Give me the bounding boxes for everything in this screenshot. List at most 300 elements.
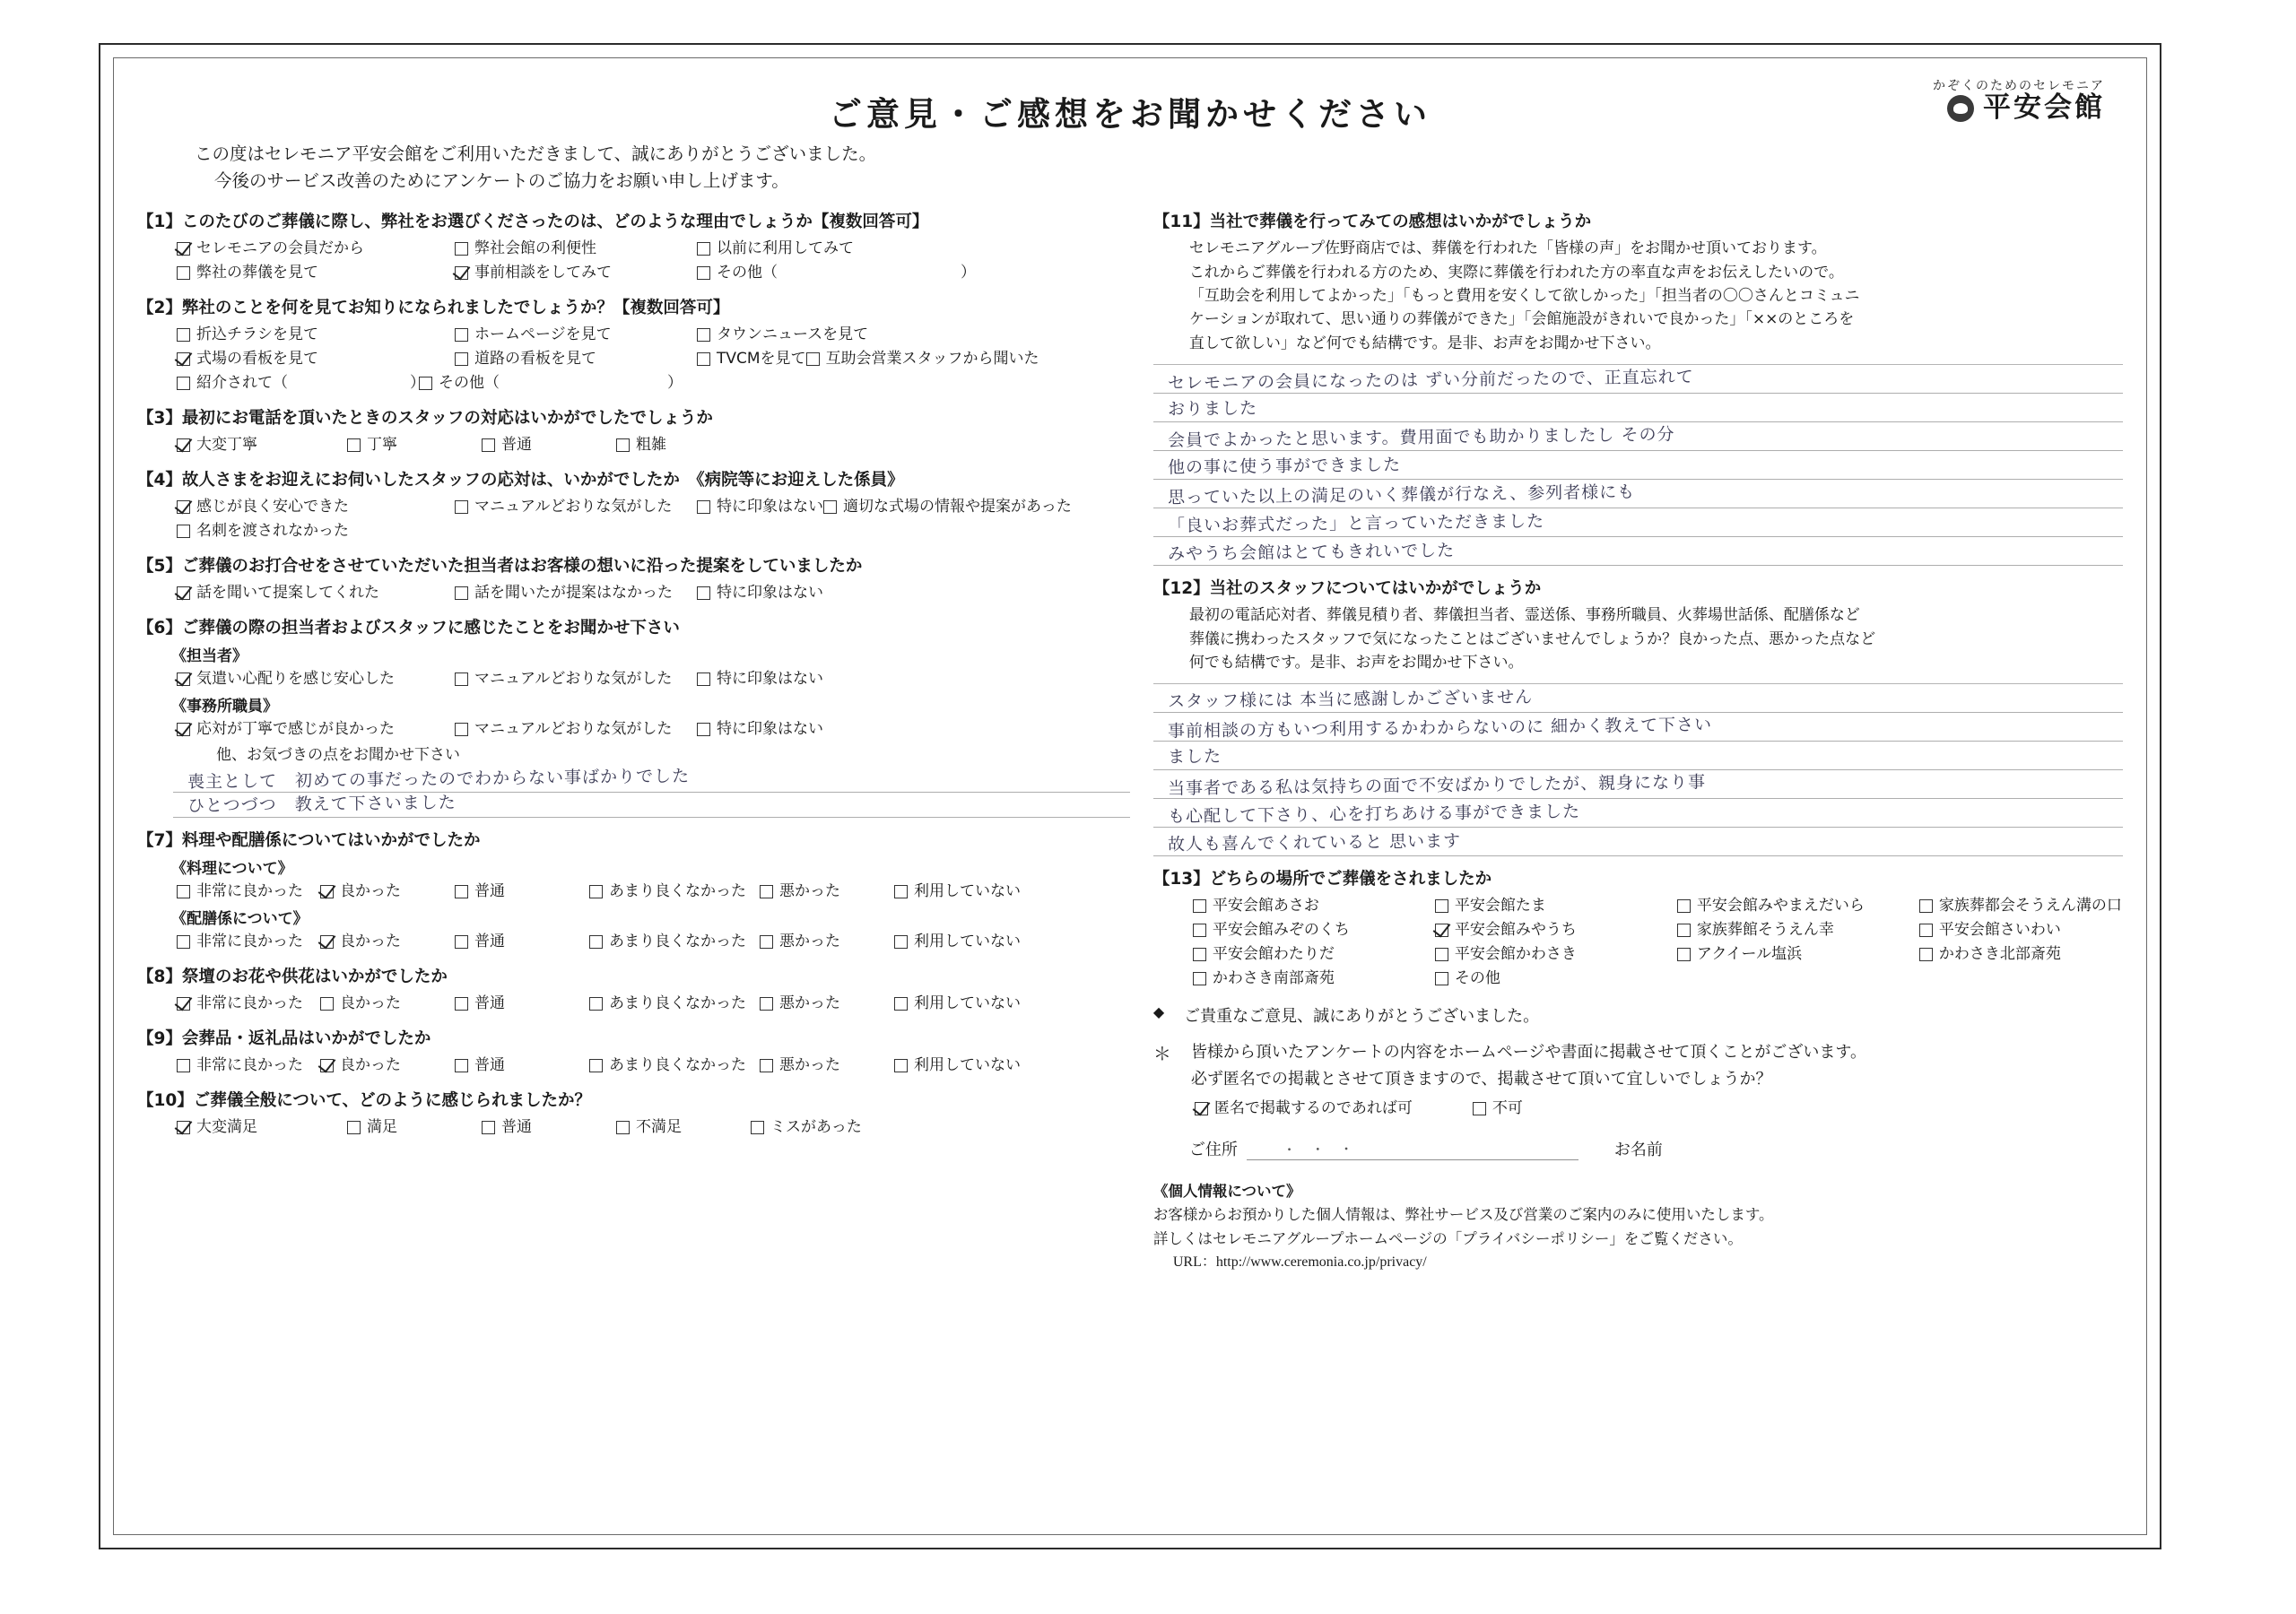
consent-options — [1195, 1097, 1866, 1121]
option-checkbox[interactable] — [1435, 896, 1677, 916]
question-7-sub-2: 《配膳係について》 — [171, 909, 309, 928]
checkbox-icon[interactable] — [894, 935, 908, 949]
description-line: 直して欲しい」など何でも結構です。是非、お声をお聞かせ下さい。 — [1188, 334, 1661, 352]
question-8 — [137, 964, 1130, 1016]
option-checkbox[interactable] — [320, 932, 455, 952]
option-label: 平安会館みぞのくち — [1212, 921, 1350, 940]
address-label: ご住所 — [1188, 1140, 1238, 1159]
option-checkbox[interactable] — [455, 497, 697, 517]
checkbox-icon[interactable] — [455, 352, 468, 366]
option-label: 利用していない — [914, 1055, 1021, 1074]
intro-line-2: 今後のサービス改善のためにアンケートのご協力をお願い申し上げます。 — [214, 170, 789, 192]
question-7-sub-1: 《料理について》 — [171, 859, 293, 878]
question-10-options — [177, 1115, 1130, 1140]
checkbox-icon[interactable] — [697, 266, 710, 280]
question-6-options-2 — [177, 717, 1130, 742]
option-checkbox[interactable] — [455, 325, 697, 345]
question-12-freetext-area[interactable] — [1153, 683, 2123, 856]
option-label: アクイール塩浜 — [1696, 945, 1803, 964]
checkbox-icon[interactable] — [697, 586, 710, 600]
question-9-options — [177, 1054, 1130, 1078]
option-label: 弊社の葬儀を見て — [196, 264, 318, 282]
checkbox-icon[interactable] — [455, 266, 468, 280]
option-checkbox[interactable] — [589, 1055, 760, 1076]
option-label: 特に印象はない — [717, 498, 823, 516]
option-checkbox[interactable] — [894, 1055, 1021, 1076]
checkbox-icon[interactable] — [894, 997, 908, 1011]
consent-line-2: 必ず匿名での掲載とさせて頂きますので、掲載させて頂いて宜しいでしょうか？ — [1190, 1069, 1772, 1089]
option-label: 悪かった — [779, 881, 840, 900]
option-label: 適切な式場の情報や提案があった — [843, 498, 1072, 516]
question-1 — [137, 209, 1130, 285]
checkbox-icon[interactable] — [455, 586, 468, 600]
write-line — [1153, 742, 2123, 770]
option-checkbox[interactable] — [1193, 944, 1435, 965]
handwriting-text: みやうち会館はとてもきれいでした — [1167, 541, 1456, 565]
checkbox-icon[interactable] — [1919, 924, 1933, 937]
question-6 — [137, 615, 1130, 818]
option-checkbox[interactable] — [455, 719, 697, 740]
option-label: あまり良くなかった — [609, 994, 746, 1012]
handwriting-text: セレモニアの会員になったのは ずい分前だったので、正直忘れて — [1167, 367, 1694, 394]
checkbox-icon[interactable] — [320, 997, 334, 1011]
address-input[interactable] — [1247, 1140, 1578, 1160]
option-label: その他（ ） — [717, 264, 976, 282]
option-checkbox[interactable] — [177, 932, 320, 952]
intro-block — [195, 141, 2123, 195]
option-checkbox[interactable] — [455, 583, 697, 603]
checkbox-icon[interactable] — [751, 1121, 764, 1134]
option-checkbox[interactable] — [760, 994, 894, 1014]
handwriting-text: 故人も喜んでくれていると 思います — [1167, 831, 1462, 855]
checkbox-icon[interactable] — [760, 1059, 773, 1072]
option-checkbox[interactable] — [697, 497, 823, 517]
checkbox-icon[interactable] — [482, 438, 495, 452]
option-checkbox[interactable] — [1919, 896, 2122, 916]
option-checkbox[interactable] — [177, 1117, 347, 1138]
write-line — [1153, 451, 2123, 480]
description-line: 最初の電話応対者、葬儀見積り者、葬儀担当者、霊送係、事務所職員、火葬場世話係、配膳係など — [1188, 606, 1860, 625]
option-label: TVCMを見て — [717, 350, 806, 369]
option-label: 平安会館みやまえだいら — [1696, 897, 1865, 915]
option-label: 特に印象はない — [717, 583, 823, 602]
option-label: 名刺を渡されなかった — [196, 522, 349, 540]
handwriting-text: 当事者である私は気持ちの面で不安ばかりでしたが、親身になり事 — [1167, 772, 1706, 799]
checkbox-icon[interactable] — [1435, 924, 1448, 937]
write-line — [1153, 394, 2123, 422]
handwriting-text: ました — [1167, 746, 1222, 768]
option-checkbox[interactable] — [1473, 1098, 1523, 1119]
option-checkbox[interactable] — [177, 1055, 320, 1076]
option-checkbox[interactable] — [177, 583, 455, 603]
option-checkbox[interactable] — [482, 435, 616, 456]
option-label: あまり良くなかった — [609, 932, 746, 950]
checkbox-icon[interactable] — [589, 997, 603, 1011]
option-checkbox[interactable] — [589, 994, 760, 1014]
option-label: 良かった — [340, 881, 401, 900]
question-8-options — [177, 992, 1130, 1016]
checkbox-icon[interactable] — [1193, 899, 1206, 913]
write-line — [1153, 684, 2123, 713]
question-11-title: 【11】当社で葬儀を行ってみての感想はいかがでしょうか — [1152, 213, 1592, 232]
option-label: セレモニアの会員だから — [196, 239, 364, 258]
option-label: 普通 — [474, 932, 505, 950]
write-line — [1153, 537, 2123, 566]
option-label: 折込チラシを見て — [196, 325, 318, 344]
option-label: 普通 — [474, 1055, 505, 1074]
write-line — [1153, 828, 2123, 856]
write-line — [1153, 480, 2123, 508]
question-7 — [137, 828, 1130, 954]
option-checkbox[interactable] — [177, 349, 455, 369]
write-line — [1153, 422, 2123, 451]
option-checkbox[interactable] — [455, 239, 697, 259]
option-checkbox[interactable] — [320, 881, 455, 902]
question-10 — [137, 1088, 1130, 1140]
option-label: 良かった — [340, 1055, 401, 1074]
checkbox-icon[interactable] — [177, 935, 190, 949]
checkbox-icon[interactable] — [347, 1121, 361, 1134]
checkbox-icon[interactable] — [697, 723, 710, 736]
option-checkbox[interactable] — [760, 932, 894, 952]
logo-kana-text: かぞくのためのセレモニア — [1933, 78, 2105, 92]
option-checkbox[interactable] — [697, 325, 868, 345]
thanks-row — [1153, 1003, 2123, 1027]
checkbox-icon[interactable] — [1677, 948, 1691, 961]
checkbox-icon[interactable] — [1435, 899, 1448, 913]
consent-text-block — [1191, 1039, 1866, 1121]
option-label: 平安会館かわさき — [1454, 945, 1577, 964]
asterisk-icon: ＊ — [1152, 1042, 1171, 1064]
checkbox-icon[interactable] — [177, 997, 190, 1011]
option-checkbox[interactable] — [177, 239, 455, 259]
option-label: ホームページを見て — [474, 325, 612, 344]
option-checkbox[interactable] — [1193, 968, 1435, 989]
checkbox-icon[interactable] — [1919, 899, 1933, 913]
address-field[interactable] — [1189, 1137, 1578, 1160]
question-13-options — [1193, 894, 2123, 991]
question-7-options-2 — [177, 930, 1130, 954]
write-line — [173, 793, 1130, 818]
privacy-line-1: お客様からお預かりした個人情報は、弊社サービス及び営業のご案内のみに使用いたします。 — [1152, 1206, 1774, 1224]
name-field[interactable] — [1614, 1137, 1968, 1160]
checkbox-icon[interactable] — [1435, 948, 1448, 961]
option-checkbox[interactable] — [482, 1117, 616, 1138]
checkbox-icon[interactable] — [177, 723, 190, 736]
option-label: 普通 — [474, 881, 505, 900]
checkbox-icon[interactable] — [177, 242, 190, 256]
option-checkbox[interactable] — [1193, 920, 1435, 941]
option-checkbox[interactable] — [697, 263, 976, 283]
company-logo — [1933, 78, 2105, 125]
checkbox-icon[interactable] — [455, 672, 468, 686]
checkbox-icon[interactable] — [760, 935, 773, 949]
option-label: かわさき南部斎苑 — [1212, 969, 1335, 987]
option-label: マニュアルどおりな気がした — [474, 669, 673, 688]
question-3 — [137, 405, 1130, 457]
checkbox-icon[interactable] — [760, 997, 773, 1011]
option-checkbox[interactable] — [751, 1117, 862, 1138]
option-label: 利用していない — [914, 994, 1021, 1012]
checkbox-icon[interactable] — [1193, 972, 1206, 985]
handwriting-text: 思っていた以上の満足のいく葬儀が行なえ、参列者様にも — [1167, 482, 1636, 508]
checkbox-icon[interactable] — [177, 1121, 190, 1134]
checkbox-icon[interactable] — [347, 438, 361, 452]
option-label: 普通 — [501, 1117, 532, 1136]
checkbox-icon[interactable] — [482, 1121, 495, 1134]
checkbox-icon[interactable] — [1435, 972, 1448, 985]
checkbox-icon[interactable] — [616, 438, 630, 452]
option-checkbox[interactable] — [1193, 896, 1435, 916]
checkbox-icon[interactable] — [589, 885, 603, 898]
option-label: 感じが良く安心できた — [196, 498, 349, 516]
option-label: その他（ ） — [439, 374, 683, 393]
write-line — [1153, 713, 2123, 742]
option-checkbox[interactable] — [1677, 896, 1919, 916]
checkbox-icon[interactable] — [1195, 1102, 1208, 1115]
right-column — [1139, 209, 2123, 1273]
option-checkbox[interactable] — [455, 349, 697, 369]
consent-row — [1153, 1039, 2123, 1121]
checkbox-icon[interactable] — [455, 935, 468, 949]
checkbox-icon[interactable] — [455, 1059, 468, 1072]
option-checkbox[interactable] — [177, 373, 425, 394]
question-10-title: 【10】ご葬儀全般について、どのように感じられましたか？ — [137, 1090, 592, 1110]
question-6-options-1 — [177, 667, 1130, 691]
checkbox-icon[interactable] — [589, 1059, 603, 1072]
option-checkbox[interactable] — [347, 1117, 482, 1138]
handwriting-text: も心配して下さり、心を打ちあける事ができました — [1167, 802, 1580, 827]
checkbox-icon[interactable] — [177, 328, 190, 342]
privacy-url[interactable]: URL：http://www.ceremonia.co.jp/privacy/ — [1172, 1254, 1427, 1271]
option-checkbox[interactable] — [894, 881, 1021, 902]
question-5-title: 【5】ご葬儀のお打合せをさせていただいた担当者はお客様の想いに沿った提案をしていましたか — [137, 556, 863, 576]
checkbox-icon[interactable] — [589, 935, 603, 949]
option-checkbox[interactable] — [320, 994, 455, 1014]
checkbox-icon[interactable] — [697, 672, 710, 686]
description-line: これからご葬儀を行われる方のため、実際に葬儀を行われた方の率直な声をお伝えしたいので。 — [1188, 263, 1844, 282]
option-checkbox[interactable] — [1195, 1098, 1473, 1119]
checkbox-icon[interactable] — [1193, 948, 1206, 961]
option-checkbox[interactable] — [589, 932, 760, 952]
option-checkbox[interactable] — [616, 1117, 751, 1138]
option-checkbox[interactable] — [697, 583, 823, 603]
option-checkbox[interactable] — [177, 521, 419, 542]
checkbox-icon[interactable] — [177, 352, 190, 366]
thanks-text: ご貴重なご意見、誠にありがとうございました。 — [1184, 1006, 1540, 1026]
name-input[interactable] — [1672, 1141, 1968, 1160]
checkbox-icon[interactable] — [455, 328, 468, 342]
checkbox-icon[interactable] — [177, 525, 190, 538]
checkbox-icon[interactable] — [697, 328, 710, 342]
option-checkbox[interactable] — [1919, 944, 2061, 965]
question-8-title: 【8】祭壇のお花や供花はいかがでしたか — [137, 967, 448, 986]
option-checkbox[interactable] — [347, 435, 482, 456]
checkbox-icon[interactable] — [177, 500, 190, 514]
option-checkbox[interactable] — [455, 881, 589, 902]
option-checkbox[interactable] — [894, 994, 1021, 1014]
option-checkbox[interactable] — [823, 497, 1101, 517]
option-checkbox[interactable] — [455, 263, 697, 283]
option-checkbox[interactable] — [455, 669, 697, 690]
checkbox-icon[interactable] — [1919, 948, 1933, 961]
option-checkbox[interactable] — [1677, 920, 1919, 941]
option-label: 話を聞いて提案してくれた — [196, 583, 379, 602]
handwriting-text: 他の事に使う事ができました — [1167, 455, 1402, 478]
checkbox-icon[interactable] — [760, 885, 773, 898]
option-checkbox[interactable] — [894, 932, 1021, 952]
option-label: 利用していない — [914, 932, 1021, 950]
option-checkbox[interactable] — [455, 994, 589, 1014]
checkbox-icon[interactable] — [177, 377, 190, 390]
option-checkbox[interactable] — [697, 719, 823, 740]
option-label: 道路の看板を見て — [474, 350, 596, 369]
option-checkbox[interactable] — [455, 1055, 589, 1076]
option-checkbox[interactable] — [177, 435, 347, 456]
write-line — [1153, 799, 2123, 828]
checkbox-icon[interactable] — [455, 723, 468, 736]
checkbox-icon[interactable] — [419, 377, 432, 390]
option-label: かわさき北部斎苑 — [1938, 945, 2061, 964]
option-label: 満足 — [367, 1117, 397, 1136]
checkbox-icon[interactable] — [1193, 924, 1206, 937]
diamond-icon: ◆ — [1152, 1002, 1165, 1020]
checkbox-icon[interactable] — [320, 1059, 334, 1072]
option-label: 平安会館あさお — [1212, 897, 1319, 915]
checkbox-icon[interactable] — [823, 500, 837, 514]
option-label: 式場の看板を見て — [196, 350, 318, 369]
checkbox-icon[interactable] — [177, 438, 190, 452]
description-line: 何でも結構です。是非、お声をお聞かせ下さい。 — [1188, 653, 1524, 672]
checkbox-icon[interactable] — [455, 997, 468, 1011]
checkbox-icon[interactable] — [455, 500, 468, 514]
checkbox-icon[interactable] — [806, 352, 820, 366]
checkbox-icon[interactable] — [1677, 899, 1691, 913]
question-5 — [137, 553, 1130, 605]
option-checkbox[interactable] — [1435, 968, 1677, 989]
checkbox-icon[interactable] — [320, 885, 334, 898]
option-label: 普通 — [474, 994, 505, 1012]
checkbox-icon[interactable] — [894, 885, 908, 898]
question-12-description — [1189, 603, 2123, 674]
option-checkbox[interactable] — [616, 435, 666, 456]
option-checkbox[interactable] — [1435, 944, 1677, 965]
option-label: 不可 — [1492, 1098, 1523, 1117]
handwriting-text: ひとつづつ 教えて下さいました — [187, 792, 457, 816]
option-label: 平安会館みやうち — [1454, 921, 1577, 940]
option-checkbox[interactable] — [455, 932, 589, 952]
intro-line-1: この度はセレモニア平安会館をご利用いただきまして、誠にありがとうございました。 — [195, 143, 877, 164]
question-1-title: 【1】このたびのご葬儀に際し、弊社をお選びくださったのは、どのような理由でしょうか【複数回答可】 — [137, 213, 929, 232]
checkbox-icon[interactable] — [697, 242, 710, 256]
option-label: 良かった — [340, 994, 401, 1012]
checkbox-icon[interactable] — [616, 1121, 630, 1134]
checkbox-icon[interactable] — [1473, 1102, 1486, 1115]
option-label: 家族葬都会そうえん溝の口 — [1938, 897, 2122, 915]
option-label: ミスがあった — [770, 1117, 862, 1136]
option-checkbox[interactable] — [419, 373, 683, 394]
question-11-freetext-area[interactable] — [1153, 364, 2123, 566]
option-checkbox[interactable] — [1677, 944, 1919, 965]
option-checkbox[interactable] — [1919, 920, 2061, 941]
handwriting-text: 事前相談の方もいつ利用するかわからないのに 細かく教えて下さい — [1167, 715, 1713, 742]
write-line — [173, 768, 1130, 793]
option-label: 粗雑 — [636, 436, 666, 455]
option-checkbox[interactable] — [1435, 920, 1677, 941]
option-checkbox[interactable] — [589, 881, 760, 902]
checkbox-icon[interactable] — [697, 352, 710, 366]
option-label: あまり良くなかった — [609, 881, 746, 900]
checkbox-icon[interactable] — [177, 885, 190, 898]
question-6-sub-2: 《事務所職員》 — [171, 697, 278, 716]
option-checkbox[interactable] — [697, 349, 806, 369]
question-11-description — [1189, 237, 2123, 355]
option-checkbox[interactable] — [697, 239, 854, 259]
checkbox-icon[interactable] — [177, 266, 190, 280]
handwriting-text: おりました — [1167, 398, 1258, 420]
option-checkbox[interactable] — [320, 1055, 455, 1076]
option-label: 不満足 — [636, 1117, 682, 1136]
checkbox-icon[interactable] — [455, 885, 468, 898]
checkbox-icon[interactable] — [177, 672, 190, 686]
option-checkbox[interactable] — [806, 349, 1084, 369]
columns-wrapper — [137, 209, 2123, 1273]
question-7-title: 【7】料理や配膳係についてはいかがでしたか — [137, 830, 481, 850]
option-label: 応対が丁寧で感じが良かった — [196, 719, 395, 738]
checkbox-icon[interactable] — [697, 500, 710, 514]
option-checkbox[interactable] — [177, 497, 455, 517]
option-label: マニュアルどおりな気がした — [474, 719, 673, 738]
question-13 — [1153, 866, 2123, 991]
option-checkbox[interactable] — [760, 881, 894, 902]
option-label: 悪かった — [779, 994, 840, 1012]
option-label: 話を聞いたが提案はなかった — [474, 583, 673, 602]
option-label: 非常に良かった — [196, 994, 303, 1012]
checkbox-icon[interactable] — [177, 586, 190, 600]
question-4 — [137, 467, 1130, 543]
option-checkbox[interactable] — [177, 263, 455, 283]
checkbox-icon[interactable] — [177, 1059, 190, 1072]
question-6-freetext-area[interactable] — [173, 768, 1130, 818]
write-line — [1153, 508, 2123, 537]
option-checkbox[interactable] — [760, 1055, 894, 1076]
checkbox-icon[interactable] — [894, 1059, 908, 1072]
option-label: 匿名で掲載するのであれば可 — [1213, 1098, 1413, 1117]
question-4-title: 【4】故人さまをお迎えにお伺いしたスタッフの応対は、いかがでしたか 《病院等にお迎えした係員》 — [137, 471, 904, 490]
option-label: 特に印象はない — [717, 669, 823, 688]
option-checkbox[interactable] — [697, 669, 823, 690]
option-checkbox[interactable] — [177, 994, 320, 1014]
option-checkbox[interactable] — [177, 881, 320, 902]
checkbox-icon[interactable] — [320, 935, 334, 949]
option-label: 平安会館たま — [1454, 897, 1546, 915]
option-checkbox[interactable] — [177, 719, 455, 740]
write-line — [1153, 365, 2123, 394]
page-border-inner — [113, 57, 2147, 1535]
option-label: 良かった — [340, 932, 401, 950]
question-4-options — [177, 495, 1130, 543]
option-label: 丁寧 — [367, 436, 397, 455]
option-checkbox[interactable] — [177, 669, 455, 690]
lotus-mark-icon — [1947, 95, 1974, 122]
option-label: あまり良くなかった — [609, 1055, 746, 1074]
checkbox-icon[interactable] — [455, 242, 468, 256]
handwriting-text: ・ ・ ・ — [1282, 1141, 1359, 1158]
description-line: ケーションが取れて、思い通りの葬儀ができた」「会館施設がきれいで良かった」「××のところを — [1188, 310, 1855, 329]
option-checkbox[interactable] — [177, 325, 455, 345]
checkbox-icon[interactable] — [1677, 924, 1691, 937]
question-9 — [137, 1026, 1130, 1078]
